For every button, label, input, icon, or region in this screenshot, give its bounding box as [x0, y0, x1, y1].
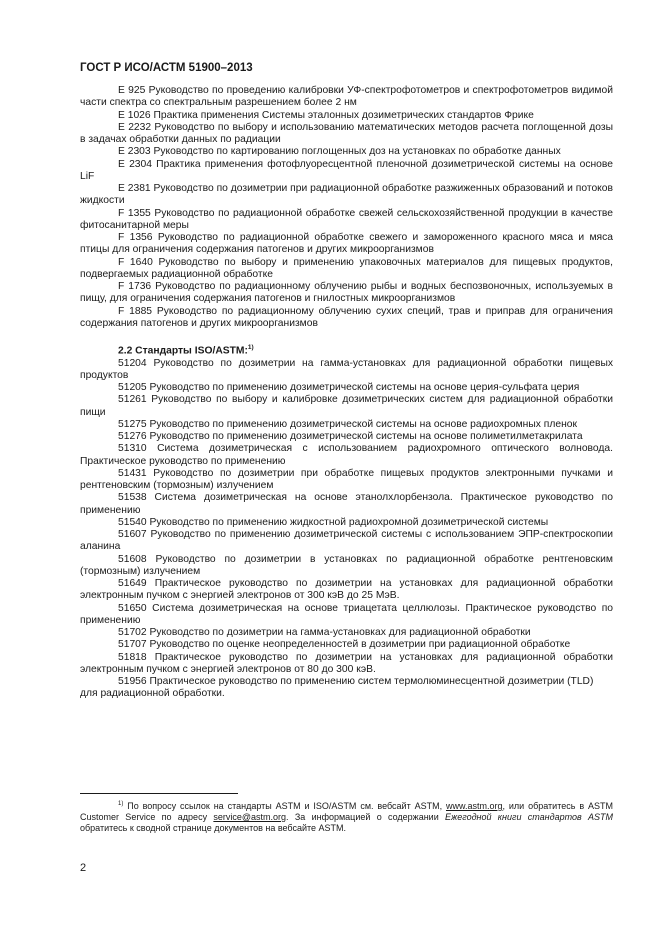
reference-entry: E 925 Руководство по проведению калибровки УФ-спектрофотометров и спектрофотометров видимой части спектра со спектральным разрешением более 2 нм [80, 85, 613, 109]
reference-entry: 51650 Система дозиметрическая на основе триацетата целлюлозы. Практическое руководство по применению [80, 602, 613, 626]
reference-entry: 51276 Руководство по применению дозиметрической системы на основе полиметилметакрилата [118, 431, 583, 443]
reference-entry: F 1356 Руководство по радиационной обработке свежего и замороженного красного мяса и мяса птицы для ограничения содержания патогенов и других микроорганизмов [80, 232, 613, 256]
astm-references-list [80, 85, 613, 330]
reference-entry: 51649 Практическое руководство по дозиметрии на установках для радиационной обработки электронным пучком с энергией электронов от 300 кэВ до 25 МэВ. [80, 578, 613, 602]
section-heading-text: 2.2 Стандарты ISO/ASTM: [118, 345, 248, 357]
annual-book-title: Ежегодной книги стандартов ASTM [445, 812, 614, 822]
reference-entry: 51205 Руководство по применению дозиметрической системы на основе церия-сульфата церия [118, 382, 580, 394]
iso-astm-references-list [80, 358, 613, 701]
footnote [80, 799, 613, 834]
footnote-text: По вопросу ссылок на стандарты ASTM и ISO/ASTM см. вебсайт ASTM, [123, 801, 446, 811]
reference-entry: 51956 Практическое руководство по применению систем термолюминесцентной дозиметрии (TLD) для радиационной обработки. [80, 676, 594, 700]
astm-email-link[interactable]: service@astm.org [213, 812, 287, 822]
reference-entry: F 1885 Руководство по радиационному облучению сухих специй, трав и приправ для ограничения содержания патогенов и других микроорганизмов [80, 305, 613, 329]
footnote-text: . За информацией о содержании [286, 812, 446, 822]
reference-entry: 51540 Руководство по применению жидкостной радиохромной дозиметрической системы [118, 516, 549, 528]
reference-entry: E 2303 Руководство по картированию поглощенных доз на установках по обработке данных [118, 146, 561, 158]
reference-entry: 51275 Руководство по применению дозиметрической системы на основе радиохромных пленок [118, 418, 577, 430]
astm-website-link[interactable]: www.astm.org [445, 801, 503, 811]
reference-entry: F 1355 Руководство по радиационной обработке свежей сельскохозяйственной продукции в качестве фитосанитарной меры [80, 207, 613, 231]
reference-entry: E 2232 Руководство по выбору и использованию математических методов расчета поглощенной дозы в задачах обработки данных по радиации [80, 121, 613, 145]
reference-entry: 51310 Система дозиметрическая с использованием радиохромного оптического волновода. Практическое руководство по применению [80, 443, 613, 467]
reference-entry: 51608 Руководство по дозиметрии в установках по радиационной обработке рентгеновским (тормозным) излучением [80, 553, 613, 577]
reference-entry: E 2304 Практика применения фотофлуоресцентной пленочной дозиметрической системы на основе LiF [80, 158, 613, 182]
reference-entry: E 2381 Руководство по дозиметрии при радиационной обработке разжиженных образований и потоков жидкости [80, 183, 613, 207]
reference-entry: E 1026 Практика применения Системы эталонных дозиметрических стандартов Фрике [118, 109, 534, 121]
reference-entry: 51707 Руководство по оценке неопределенностей в дозиметрии при радиационной обработке [118, 639, 571, 651]
reference-entry: 51538 Система дозиметрическая на основе этанолхлорбензола. Практическое руководство по применению [80, 492, 613, 516]
footnote-text: , или обратитесь в ASTM Customer Service по адресу [80, 801, 613, 822]
footnote-reference[interactable]: 1) [247, 344, 254, 351]
reference-entry: 51431 Руководство по дозиметрии при обработке пищевых продуктов электронными пучками и рентгеновским (тормозным) излучением [80, 467, 613, 492]
footnote-mark: 1) [118, 801, 124, 807]
footnote-text: обратитесь к сводной странице документов на вебсайте ASTM. [80, 823, 347, 833]
reference-entry: 51702 Руководство по дозиметрии на гамма-установках для радиационной обработки [118, 627, 531, 639]
footnote-separator [80, 793, 238, 794]
reference-entry: F 1640 Руководство по выбору и применению упаковочных материалов для пищевых продуктов, подвергаемых радиационной обработке [80, 256, 613, 280]
section-heading [80, 342, 613, 358]
reference-entry: 51261 Руководство по выбору и калибровке дозиметрических систем для радиационной обработки пищи [80, 394, 613, 418]
reference-entry: 51818 Практическое руководство по дозиметрии на установках для радиационной обработки электронным пучком с энергией электронов от 80 до 300 кэВ. [80, 651, 613, 675]
references-body [80, 85, 613, 701]
reference-entry: 51607 Руководство по применению дозиметрической системы с использованием ЭПР-спектроскопии аланина [80, 529, 613, 553]
page-number: 2 [80, 862, 87, 874]
document-header: ГОСТ Р ИСО/АСТМ 51900–2013 [80, 62, 253, 74]
reference-entry: F 1736 Руководство по радиационному облучению рыбы и водных беспозвоночных, используемых в пищу, для ограничения содержания патогенов и гнилостных микроорганизмов [80, 281, 613, 305]
reference-entry: 51204 Руководство по дозиметрии на гамма-установках для радиационной обработки пищевых продуктов [80, 357, 613, 381]
